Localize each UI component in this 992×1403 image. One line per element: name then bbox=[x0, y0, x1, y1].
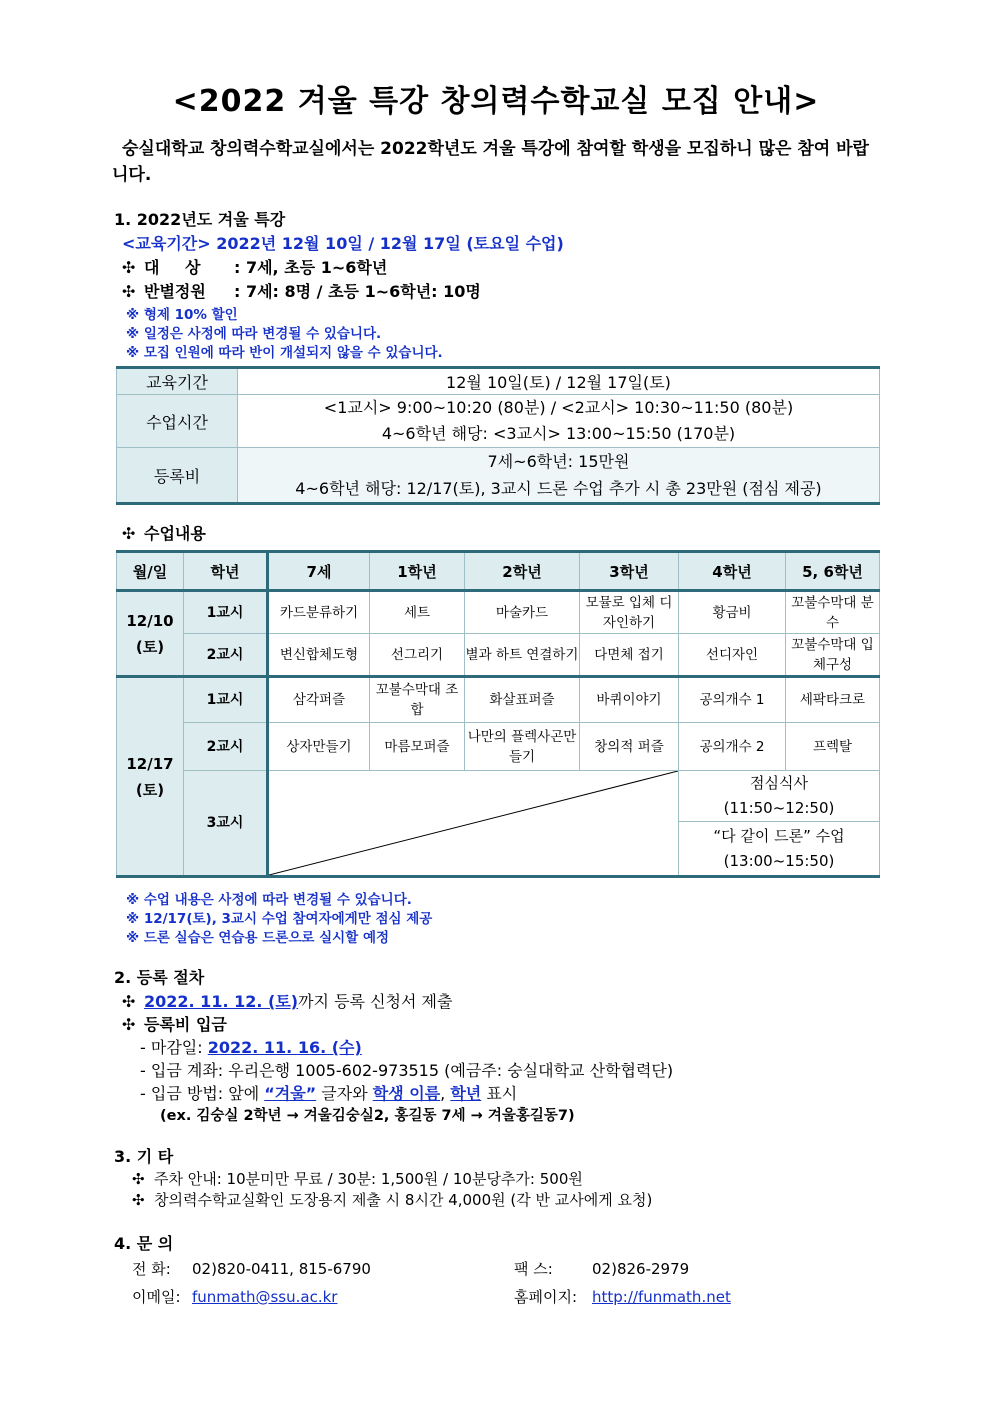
section3-heading: 3. 기 타 bbox=[114, 1147, 174, 1166]
deadline-line bbox=[122, 989, 452, 1012]
bullet-icon: ✣ bbox=[132, 1170, 145, 1188]
lunch-cell bbox=[679, 771, 880, 822]
phone-line bbox=[132, 1258, 371, 1279]
method-example: (ex. 김숭실 2학년 → 겨울김숭실2, 홍길동 7세 → 겨울홍길동7) bbox=[160, 1108, 575, 1124]
lunch-label: 점심식사 bbox=[750, 774, 808, 792]
fax-label: 팩 스: bbox=[514, 1260, 553, 1278]
fee-value bbox=[238, 448, 880, 504]
bullet-icon: ✣ bbox=[122, 524, 136, 543]
time-label: 수업시간 bbox=[117, 395, 238, 448]
class-cell: 세트 bbox=[370, 591, 465, 634]
day-1217: 12/17 (토) bbox=[117, 677, 184, 877]
page-title: <2022 겨울 특강 창의력수학교실 모집 안내> bbox=[172, 84, 820, 119]
bullet-icon: ✣ bbox=[122, 992, 136, 1011]
email-line bbox=[132, 1286, 337, 1307]
period-2: 2교시 bbox=[184, 723, 268, 771]
fee-line-2: 4~6학년 해당: 12/17(토), 3교시 드론 수업 추가 시 총 23만원 (점심 제공) bbox=[295, 479, 822, 498]
etc-item-2 bbox=[132, 1189, 652, 1210]
class-cell: 별과 하트 연결하기 bbox=[465, 634, 580, 677]
drone-time: (13:00~15:50) bbox=[723, 851, 835, 870]
class-cell: 꼬불수막대 입체구성 bbox=[786, 634, 880, 677]
note-3: ※ 모집 인원에 따라 반이 개설되지 않을 수 있습니다. bbox=[126, 345, 443, 361]
class-cell: 삼각퍼즐 bbox=[268, 677, 370, 723]
info-table bbox=[116, 366, 880, 505]
homepage-link[interactable]: http://funmath.net bbox=[592, 1288, 731, 1306]
schedule-note-3: ※ 드론 실습은 연습용 드론으로 실시할 예정 bbox=[126, 930, 390, 946]
method-comma: , bbox=[440, 1084, 451, 1103]
period-label: 교육기간 bbox=[117, 368, 238, 395]
drone-label: “다 같이 드론” 수업 bbox=[713, 826, 845, 845]
class-cell: 변신합체도형 bbox=[268, 634, 370, 677]
class-cell: 황금비 bbox=[679, 591, 786, 634]
target-value: : 7세, 초등 1~6학년 bbox=[234, 258, 388, 277]
fax-value: 02)826-2979 bbox=[592, 1260, 690, 1278]
email-link[interactable]: funmath@ssu.ac.kr bbox=[192, 1288, 338, 1306]
payment-heading-line bbox=[122, 1012, 227, 1035]
class-cell: 공의개수 1 bbox=[679, 677, 786, 723]
header-g56: 5, 6학년 bbox=[786, 552, 880, 591]
period-3: 3교시 bbox=[184, 771, 268, 877]
bullet-icon: ✣ bbox=[132, 1191, 145, 1209]
capacity-line bbox=[122, 279, 481, 302]
period-1: 1교시 bbox=[184, 677, 268, 723]
class-cell: 바퀴이야기 bbox=[580, 677, 679, 723]
schedule-note-1: ※ 수업 내용은 사정에 따라 변경될 수 있습니다. bbox=[126, 892, 412, 908]
capacity-value: : 7세: 8명 / 초등 1~6학년: 10명 bbox=[234, 282, 481, 301]
class-cell: 상자만들기 bbox=[268, 723, 370, 771]
bullet-icon: ✣ bbox=[122, 258, 136, 277]
note-1: ※ 형제 10% 할인 bbox=[126, 307, 238, 323]
email-label: 이메일: bbox=[132, 1288, 181, 1306]
phone-label: 전 화: bbox=[132, 1260, 171, 1278]
class-cell: 마술카드 bbox=[465, 591, 580, 634]
due-date: 2022. 11. 16. (수) bbox=[207, 1038, 362, 1057]
header-g3: 3학년 bbox=[580, 552, 679, 591]
schedule-heading: 수업내용 bbox=[144, 524, 206, 543]
method-line bbox=[140, 1081, 517, 1104]
section1-heading: 1. 2022년도 겨울 특강 bbox=[114, 210, 286, 229]
account-line: - 입금 계좌: 우리은행 1005-602-973515 (예금주: 숭실대학교 산학협력단) bbox=[140, 1061, 674, 1080]
bullet-icon: ✣ bbox=[122, 1015, 136, 1034]
header-7: 7세 bbox=[268, 552, 370, 591]
header-period: 학년 bbox=[184, 552, 268, 591]
fee-line-1: 7세~6학년: 15만원 bbox=[487, 452, 630, 471]
method-prefix: - 입금 방법: 앞에 bbox=[140, 1084, 265, 1103]
schedule-note-2: ※ 12/17(토), 3교시 수업 참여자에게만 점심 제공 bbox=[126, 911, 433, 927]
class-cell: 마름모퍼즐 bbox=[370, 723, 465, 771]
capacity-label: 반별정원 bbox=[144, 282, 206, 301]
target-line bbox=[122, 255, 387, 278]
header-g1: 1학년 bbox=[370, 552, 465, 591]
class-cell: 카드분류하기 bbox=[268, 591, 370, 634]
class-cell: 세팍타크로 bbox=[786, 677, 880, 723]
class-cell: 모뮬로 입체 디자인하기 bbox=[580, 591, 679, 634]
empty-diagonal-cell bbox=[268, 771, 679, 877]
bullet-icon: ✣ bbox=[122, 282, 136, 301]
section4-heading: 4. 문 의 bbox=[114, 1234, 174, 1253]
fax-line bbox=[514, 1258, 689, 1279]
deadline-date: 2022. 11. 12. (토) bbox=[144, 992, 299, 1011]
diagonal-line bbox=[269, 771, 678, 875]
header-g4: 4학년 bbox=[679, 552, 786, 591]
class-cell: 선그리기 bbox=[370, 634, 465, 677]
etc-text-2: 창의력수학교실확인 도장용지 제출 시 8시간 4,000원 (각 반 교사에게 요청) bbox=[154, 1191, 653, 1209]
note-2: ※ 일정은 사정에 따라 변경될 수 있습니다. bbox=[126, 326, 382, 342]
due-label: - 마감일: bbox=[140, 1038, 208, 1057]
day-1210: 12/10 (토) bbox=[117, 591, 184, 677]
period-line: <교육기간> 2022년 12월 10일 / 12월 17일 (토요일 수업) bbox=[122, 234, 564, 253]
fee-label: 등록비 bbox=[117, 448, 238, 504]
etc-item-1 bbox=[132, 1168, 583, 1189]
deadline-suffix: 까지 등록 신청서 제출 bbox=[298, 992, 453, 1011]
due-line bbox=[140, 1035, 362, 1058]
schedule-heading-line bbox=[122, 521, 206, 544]
period-2: 2교시 bbox=[184, 634, 268, 677]
time-line-2: 4~6학년 해당: <3교시> 13:00~15:50 (170분) bbox=[381, 424, 736, 443]
etc-text-1: 주차 안내: 10분미만 무료 / 30분: 1,500원 / 10분당추가: 500원 bbox=[154, 1170, 583, 1188]
class-cell: 창의적 퍼즐 bbox=[580, 723, 679, 771]
time-line-1: <1교시> 9:00~10:20 (80분) / <2교시> 10:30~11:50 (80분) bbox=[323, 398, 794, 417]
header-g2: 2학년 bbox=[465, 552, 580, 591]
section2-heading: 2. 등록 절차 bbox=[114, 968, 205, 987]
method-winter: “겨울” bbox=[264, 1084, 317, 1103]
method-mid: 글자와 bbox=[316, 1084, 373, 1103]
header-date: 월/일 bbox=[117, 552, 184, 591]
class-cell: 나만의 플렉사곤만들기 bbox=[465, 723, 580, 771]
drone-cell bbox=[679, 822, 880, 877]
lunch-time: (11:50~12:50) bbox=[723, 799, 835, 817]
phone-value: 02)820-0411, 815-6790 bbox=[192, 1260, 371, 1278]
class-cell: 프렉탈 bbox=[786, 723, 880, 771]
period-1: 1교시 bbox=[184, 591, 268, 634]
homepage-label: 홈페이지: bbox=[514, 1288, 578, 1306]
period-value: 12월 10일(토) / 12월 17일(토) bbox=[238, 368, 880, 395]
class-cell: 꼬불수막대 분수 bbox=[786, 591, 880, 634]
method-grade: 학년 bbox=[450, 1084, 482, 1103]
schedule-table bbox=[116, 550, 880, 878]
time-value bbox=[238, 395, 880, 448]
target-label: 대 상 bbox=[144, 258, 211, 277]
intro-paragraph: 숭실대학교 창의력수학교실에서는 2022학년도 겨울 특강에 참여할 학생을 모집하니 많은 참여 바랍니다. bbox=[112, 139, 869, 185]
payment-heading: 등록비 입금 bbox=[144, 1015, 227, 1034]
homepage-line bbox=[514, 1286, 731, 1307]
class-cell: 꼬불수막대 조합 bbox=[370, 677, 465, 723]
class-cell: 다면체 접기 bbox=[580, 634, 679, 677]
class-cell: 선디자인 bbox=[679, 634, 786, 677]
class-cell: 공의개수 2 bbox=[679, 723, 786, 771]
method-name: 학생 이름 bbox=[372, 1084, 441, 1103]
class-cell: 화살표퍼즐 bbox=[465, 677, 580, 723]
method-suffix: 표시 bbox=[481, 1084, 518, 1103]
